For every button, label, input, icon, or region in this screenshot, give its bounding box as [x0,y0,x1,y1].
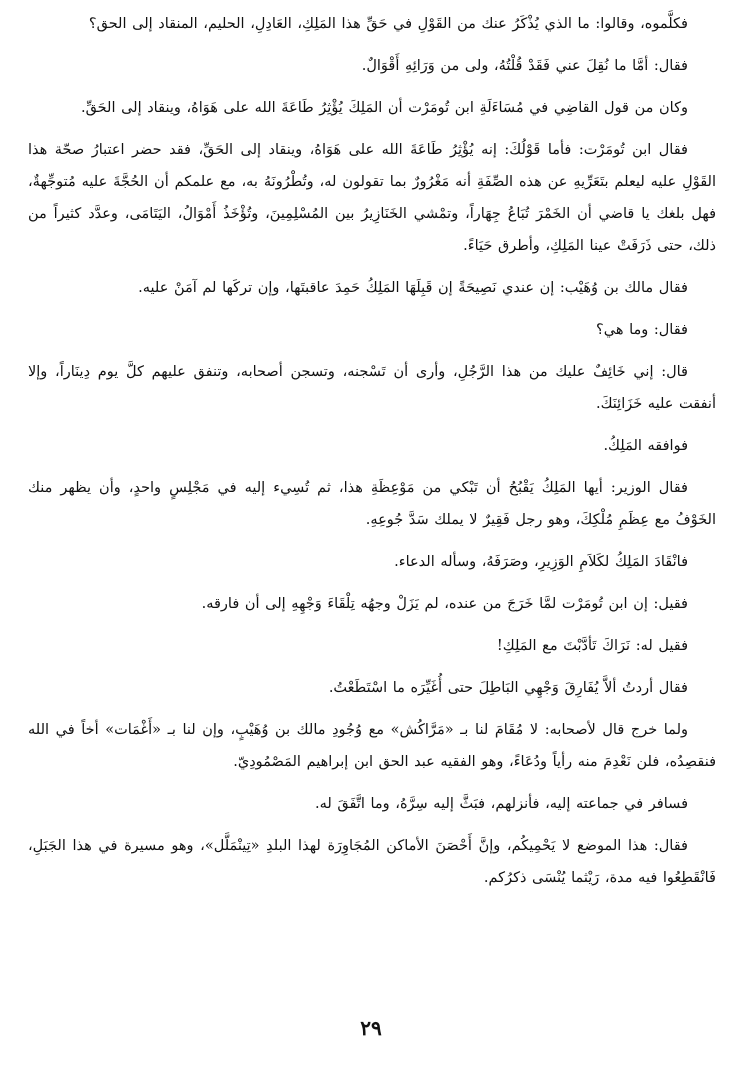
paragraph-13: فقال أردتُ ألاَّ يُفَارِقَ وَجْهِي البَاطِلَ حتى أُغَيِّرَه ما اسْتَطَعْتُ. [328,680,688,696]
paragraph-15: فسافر في جماعته إليه، فأنزلهم، فبَثَّ إليه سِرَّهُ، وما اتَّفَقَ له. [314,796,688,812]
paragraph-2: فقال: أمَّا ما نُقِلَ عني فَقَدْ قُلْتُهُ، ولى من وَرَائِهِ أَقْوَالٌ. [361,58,688,74]
paragraph-11: فقيل: إن ابن تُومَرْت لمَّا خَرَجَ من عنده، لم يَزَلْ وجهُه تِلْقَاءَ وَجْهِهِ إلى أن فارقه. [201,596,688,612]
paragraph-7: قال: إني خَائِفٌ عليك من هذا الرَّجُلِ، وأرى أن تَسْجنه، وتسجن أصحابه، وتنفق عليهم كلَّ يوم دِينَاراً، وإلا أنفقت عليه خَزَائِنَكَ. [28,364,716,412]
paragraph-3: وكان من قول القاضِي في مُسَاءَلَةِ ابن تُومَرْت أن المَلِكَ يُؤْثِرُ طَاعَةَ الله على هَوَاهُ، وينقاد إلى الحَقِّ. [80,100,688,116]
paragraph-9: فقال الوزير: أيها المَلِكُ يَقْبُحُ أن تَبْكي من مَوْعِظَةِ هذا، ثم تُسِيء إليه في مَجْلِسٍ واحدٍ، وأن يظهر منك الخَوْفُ مع عِظَمِ مُلْكِكَ، وهو رجل فَقِيرٌ لا يملك سَدَّ جُوعِهِ. [28,480,716,528]
paragraph-1: فكلَّموه، وقالوا: ما الذي يُذْكَرُ عنك من القَوْلِ في حَقِّ هذا المَلِكِ، العَادِلِ، الحليم، المنقاد إلى الحق؟ [88,16,688,32]
paragraph-8: فوافقه المَلِكُ. [603,438,688,454]
paragraph-6: فقال: وما هي؟ [596,322,688,338]
page-number: ٢٩ [360,1016,382,1040]
paragraph-4: فقال ابن تُومَرْت: فأما قَوْلُكَ: إنه يُؤْثِرُ طَاعَةَ الله على هَوَاهُ، وينقاد إلى الحَقِّ، فقد حضر اعتبارُ صحّة هذا القَوْلِ عليه ليعلم بتَعَرِّيهِ عن هذه الصِّفَةِ أنه مَغْرُورٌ بما تقولون له، وتُطْرُونَهُ به، مع علمكم أن الحُجَّةَ عليه مُتوجِّهةٌ، فهل بلغك يا قاضي أن الخَمْرَ تُبَاعُ جِهَاراً، وتمْشي الخَنَازِيرُ بين المُسْلِمِينَ، وتُؤْخَذُ أَمْوَالُ، اليَتَامَى، وعدَّد كثيراً من ذلك، حتى ذَرَفَتْ عينا المَلِكِ، وأطرق حَيَاءً. [28,142,716,254]
paragraph-16: فقال: هذا الموضع لا يَحْمِيكُم، وإنَّ أَحْصَنَ الأماكن المُجَاوِرَة لهذا البلدِ «تِينْمَلَّل»، وهو مسيرة في هذا الجَبَلِ، فَانْقَطِعُوا فيه مدة، رَيْثما يُنْسَى ذكرُكم. [28,838,716,886]
paragraph-5: فقال مالك بن وُهَيْب: إن عندي نَصِيحَةً إن قَبِلَهَا المَلِكُ حَمِدَ عاقبتَها، وإن تركَها لم آمَنْ عليه. [138,280,688,296]
paragraph-12: فقيل له: نَرَاكَ تَأدَّبْتَ مع المَلِكِ! [496,638,688,654]
paragraph-10: فانْقَادَ المَلِكُ لكَلاَمِ الوَزِيرِ، وصَرَفَهُ، وسأله الدعاء. [394,554,688,570]
paragraph-14: ولما خرج قال لأصحابه: لا مُقَامَ لنا بـ «مَرَّاكُش» مع وُجُودِ مالك بن وُهَيْبٍ، وإن لنا بـ «أَغْمَات» أخاً في الله فنقصِدُه، فلن نَعْدِمَ منه رأياً ودُعَاءً، وهو الفقيه عبد الحق ابن إبراهيم المَصْمُودِيّ. [28,722,716,770]
